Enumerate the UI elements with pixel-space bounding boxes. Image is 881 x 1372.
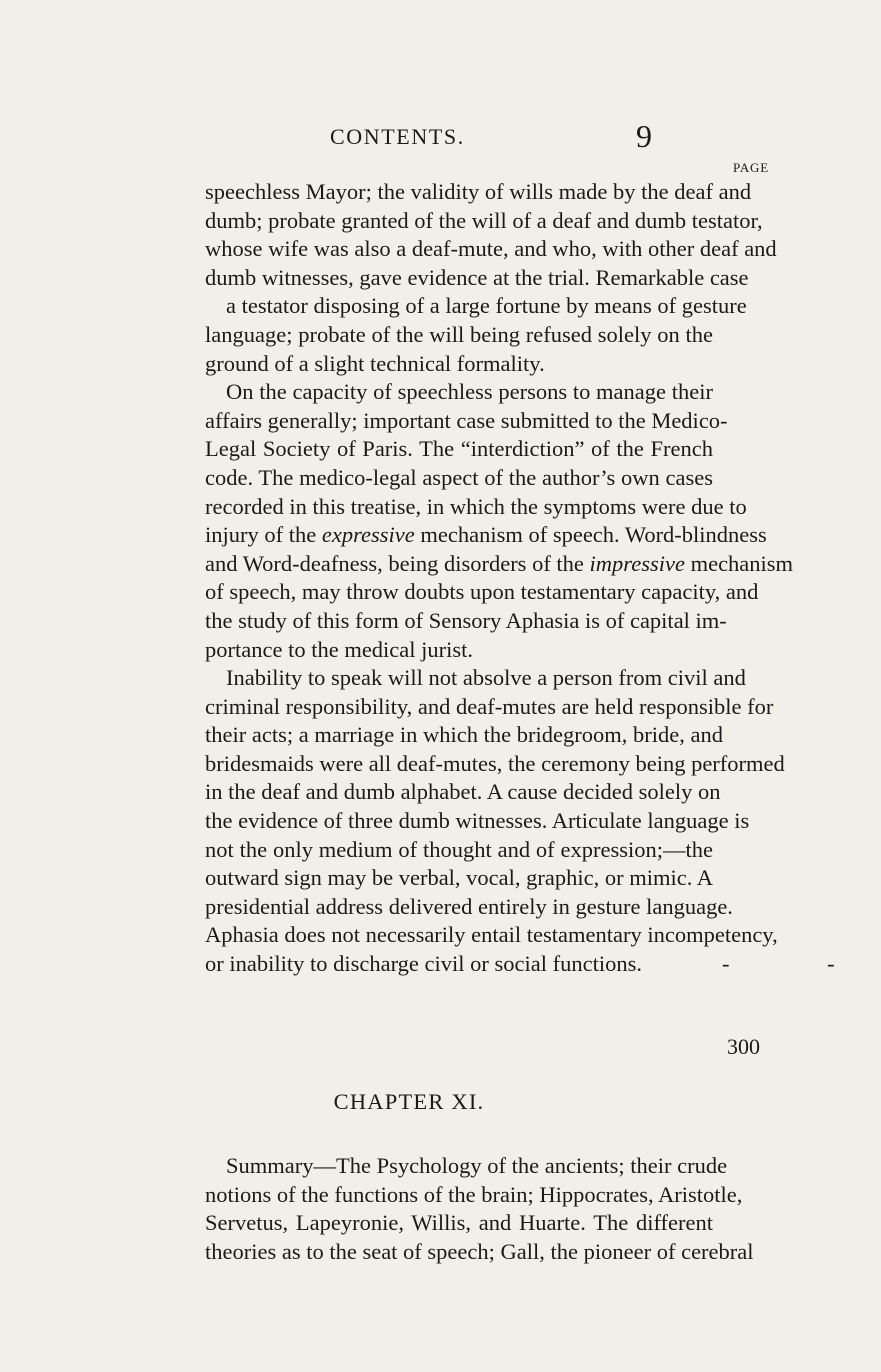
text-fragment: mechanism [690, 550, 794, 576]
italic-term: expressive [321, 522, 415, 548]
text-line: their acts; a marriage in which the bridegroom, bride, and [205, 722, 723, 748]
italic-term: impressive [589, 550, 685, 576]
text-line: presidential address delivered entirely in gesture language. [205, 893, 733, 919]
text-line: code. The medico-legal aspect of the author’s own cases [205, 464, 713, 490]
paragraph-start-line: On the capacity of speechless persons to manage their [226, 379, 713, 405]
text-line [205, 550, 794, 579]
text-line [205, 950, 881, 979]
text-line: the study of this form of Sensory Aphasia is of capital im- [205, 607, 727, 633]
text-fragment: mechanism of speech. Word-blindness [420, 522, 767, 548]
text-line: Legal Society of Paris. The “interdiction” of the French [205, 436, 713, 462]
text-fragment: injury of the [205, 522, 317, 548]
text-line: whose wife was also a deaf-mute, and who, with other deaf and [205, 236, 777, 262]
text-line: a testator disposing of a large fortune by means of gesture [226, 293, 747, 319]
text-line: portance to the medical jurist. [205, 636, 474, 662]
running-title: CONTENTS. [330, 124, 465, 149]
text-fragment: and Word-deafness, being disorders of the [205, 550, 584, 576]
text-line: Servetus, Lapeyronie, Willis, and Huarte. The different [205, 1210, 713, 1236]
text-line: the evidence of three dumb witnesses. Articulate language is [205, 808, 750, 834]
text-line: dumb witnesses, gave evidence at the trial. Remarkable case [205, 264, 749, 290]
paragraph-start-line: Inability to speak will not absolve a person from civil and [226, 665, 746, 691]
text-line: dumb; probate granted of the will of a deaf and dumb testator, [205, 207, 763, 233]
text-line: theories as to the seat of speech; Gall, the pioneer of cerebral [205, 1238, 754, 1264]
leader-dashes: - - [722, 951, 881, 977]
text-line: notions of the functions of the brain; Hippocrates, Aristotle, [205, 1181, 743, 1207]
page-number: 9 [636, 118, 652, 154]
text-line: not the only medium of thought and of expression;—the [205, 836, 713, 862]
text-fragment: or inability to discharge civil or social functions. [205, 951, 642, 977]
page-column-label: PAGE [733, 160, 769, 175]
running-header [0, 118, 800, 164]
paragraph-start-line: Summary—The Psychology of the ancients; their crude [226, 1153, 728, 1178]
chapter-heading: CHAPTER XI. [333, 1089, 485, 1114]
text-line: recorded in this treatise, in which the symptoms were due to [205, 493, 747, 519]
text-line: criminal responsibility, and deaf-mutes are held responsible for [205, 693, 774, 719]
contents-entry-chapter-xi [205, 1152, 754, 1266]
text-line: outward sign may be verbal, vocal, graphic, or mimic. A [205, 865, 713, 891]
contents-entry-chapter-x [205, 178, 881, 979]
text-line: affairs generally; important case submitted to the Medico- [205, 407, 728, 433]
text-line: Aphasia does not necessarily entail testamentary incompetency, [205, 922, 778, 948]
text-line: ground of a slight technical formality. [205, 350, 545, 376]
page-reference: 300 [727, 1034, 760, 1059]
text-line: speechless Mayor; the validity of wills made by the deaf and [205, 179, 752, 204]
text-line: of speech, may throw doubts upon testamentary capacity, and [205, 579, 759, 605]
text-line [205, 521, 767, 550]
text-line: bridesmaids were all deaf-mutes, the ceremony being performed [205, 750, 785, 776]
text-line: language; probate of the will being refused solely on the [205, 321, 713, 347]
text-line: in the deaf and dumb alphabet. A cause decided solely on [205, 779, 721, 805]
